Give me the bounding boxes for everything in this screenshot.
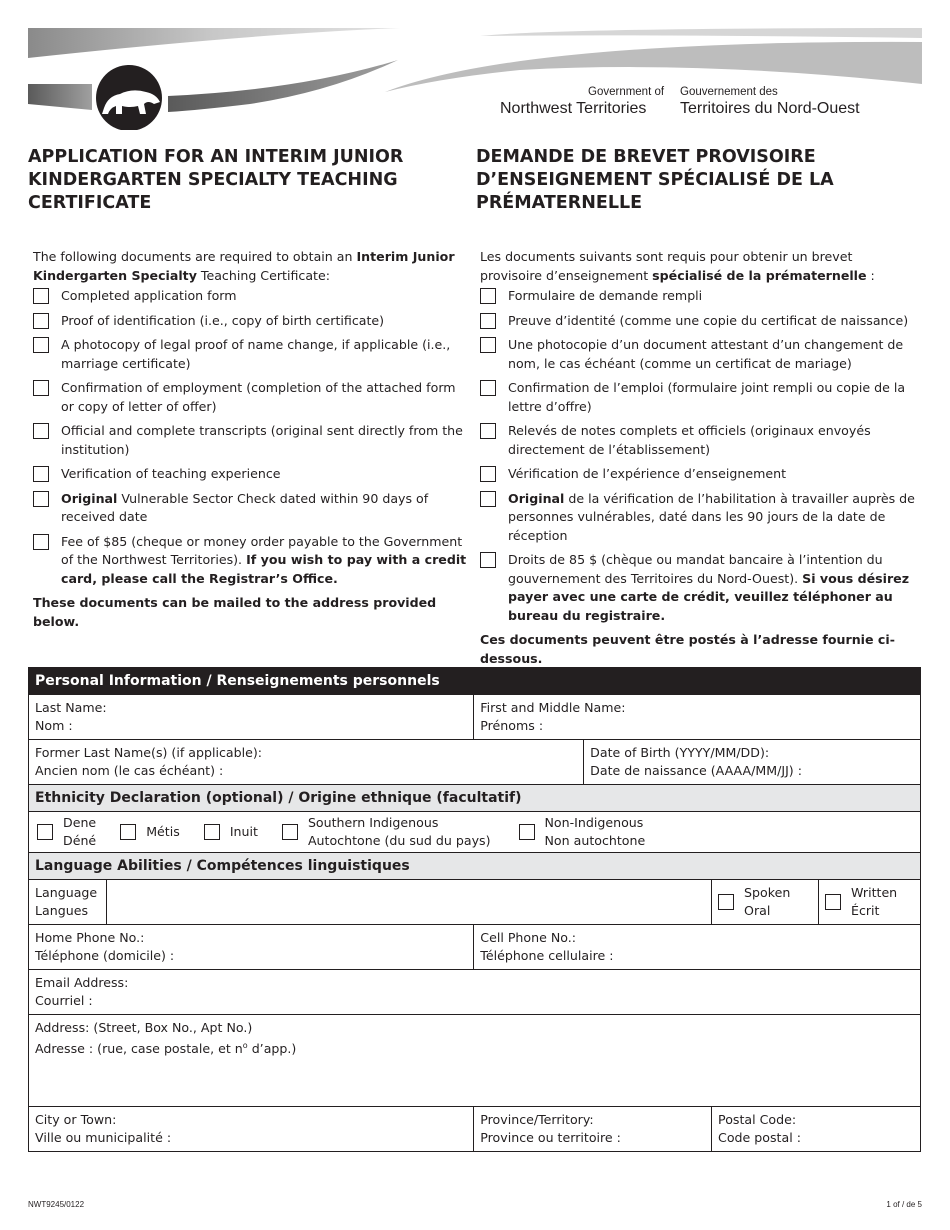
last-name-field[interactable] bbox=[29, 695, 474, 740]
list-item: Verification of teaching experience bbox=[28, 465, 468, 484]
checkbox[interactable] bbox=[33, 423, 49, 439]
banner-top-band bbox=[28, 28, 400, 58]
spoken-label-en: Spoken bbox=[744, 885, 791, 900]
address-label-fr: Adresse : (rue, case postale, et $n^o$ d’app.) bbox=[35, 1041, 297, 1057]
option-label-fr: Non autochtone bbox=[544, 833, 646, 848]
home-phone-label-en: Home Phone No.: bbox=[35, 930, 145, 945]
list-item: Vérification de l’expérience d’enseignement bbox=[475, 465, 915, 484]
written-label-en: Written bbox=[851, 885, 898, 900]
checkbox[interactable] bbox=[33, 337, 49, 353]
province-label-en: Province/Territory: bbox=[480, 1112, 594, 1127]
last-name-label-en: Last Name: bbox=[35, 700, 107, 715]
cell-phone-label-en: Cell Phone No.: bbox=[480, 930, 576, 945]
postal-code-field[interactable] bbox=[712, 1107, 921, 1152]
ethnicity-option-metis[interactable] bbox=[120, 823, 180, 841]
checkbox[interactable] bbox=[480, 313, 496, 329]
form-number: NWT9245/0122 bbox=[28, 1200, 85, 1209]
dob-field[interactable] bbox=[584, 740, 921, 785]
list-item: Fee of $85 (cheque or money order payable to the Government of the Northwest Territories). If you wish to pay with a credit card, please call the Registrar’s Office. bbox=[28, 533, 468, 589]
checkbox[interactable] bbox=[480, 552, 496, 568]
postal-label-en: Postal Code: bbox=[718, 1112, 797, 1127]
checkbox[interactable] bbox=[480, 337, 496, 353]
mail-note-fr: Ces documents peuvent être postés à l’adresse fournie ci-dessous. bbox=[480, 632, 895, 666]
checkbox[interactable] bbox=[204, 824, 220, 840]
option-label-en: Non-Indigenous bbox=[544, 815, 644, 830]
ethnicity-option-inuit[interactable] bbox=[204, 823, 258, 841]
checkbox[interactable] bbox=[120, 824, 136, 840]
gov-fr-big-wrap bbox=[680, 99, 860, 118]
cell-phone-label-fr: Téléphone cellulaire : bbox=[480, 948, 614, 963]
option-label-fr: Autochtone (du sud du pays) bbox=[307, 833, 491, 848]
checklist-en bbox=[28, 287, 468, 588]
gov-en-small: Government of bbox=[588, 86, 665, 98]
former-name-field[interactable] bbox=[29, 740, 584, 785]
option-label-en: Inuit bbox=[229, 824, 258, 839]
checklist-fr bbox=[475, 287, 915, 625]
polar-bear-logo bbox=[96, 65, 162, 130]
language-label-en: Language bbox=[35, 885, 98, 900]
list-item: Formulaire de demande rempli bbox=[475, 287, 915, 306]
ethnicity-option-dene[interactable] bbox=[37, 814, 96, 850]
requirements-lead-fr: Les documents suivants sont requis pour obtenir un brevet provisoire d’enseignement spécialisé de la prématernelle : bbox=[480, 249, 875, 283]
checkbox[interactable] bbox=[480, 288, 496, 304]
page-title-en: APPLICATION FOR AN INTERIM JUNIOR KINDERGARTEN SPECIALTY TEACHING CERTIFICATE bbox=[28, 147, 404, 213]
section-ethnicity: Ethnicity Declaration (optional) / Origine ethnique (facultatif) bbox=[29, 785, 921, 812]
ethnicity-options bbox=[29, 812, 921, 853]
postal-label-fr: Code postal : bbox=[718, 1130, 801, 1145]
list-item: Une photocopie d’un document attestant d’un changement de nom, le cas échéant (comme un certificat de mariage) bbox=[475, 336, 915, 373]
requirements-fr bbox=[475, 248, 915, 670]
written-label-fr: Écrit bbox=[851, 903, 880, 918]
list-item: Relevés de notes complets et officiels (originaux envoyés directement de l’établissement) bbox=[475, 422, 915, 459]
address-label-en: Address: (Street, Box No., Apt No.) bbox=[35, 1020, 253, 1035]
list-item: Original Vulnerable Sector Check dated within 90 days of received date bbox=[28, 490, 468, 527]
spoken-label-fr: Oral bbox=[744, 903, 771, 918]
gov-fr-small: Gouvernement des bbox=[680, 86, 778, 98]
city-field[interactable] bbox=[29, 1107, 474, 1152]
checkbox[interactable] bbox=[282, 824, 298, 840]
checkbox[interactable] bbox=[33, 466, 49, 482]
section-personal-info: Personal Information / Renseignements personnels bbox=[29, 668, 921, 695]
list-item: Confirmation of employment (completion of the attached form or copy of letter of offer) bbox=[28, 379, 468, 416]
province-label-fr: Province ou territoire : bbox=[480, 1130, 621, 1145]
former-name-label-fr: Ancien nom (le cas échéant) : bbox=[35, 763, 224, 778]
checkbox[interactable] bbox=[33, 380, 49, 396]
checkbox[interactable] bbox=[33, 313, 49, 329]
former-name-label-en: Former Last Name(s) (if applicable): bbox=[35, 745, 263, 760]
section-language: Language Abilities / Compétences linguistiques bbox=[29, 853, 921, 880]
list-item: Preuve d’identité (comme une copie du certificat de naissance) bbox=[475, 312, 915, 331]
language-label bbox=[29, 880, 107, 925]
written-option[interactable] bbox=[819, 880, 921, 925]
option-label-en: Dene bbox=[63, 815, 97, 830]
page-number: 1 of / de 5 bbox=[886, 1200, 922, 1209]
list-item: A photocopy of legal proof of name change, if applicable (i.e., marriage certificate) bbox=[28, 336, 468, 373]
list-item: Official and complete transcripts (original sent directly from the institution) bbox=[28, 422, 468, 459]
checkbox[interactable] bbox=[480, 491, 496, 507]
city-label-fr: Ville ou municipalité : bbox=[35, 1130, 172, 1145]
language-input[interactable] bbox=[106, 880, 711, 925]
first-name-label-fr: Prénoms : bbox=[480, 718, 544, 733]
gov-en-big: Northwest Territories bbox=[500, 100, 647, 117]
list-item: Original de la vérification de l’habilitation à travailler auprès de personnes vulnérables, daté dans les 90 jours de la date de réception bbox=[475, 490, 915, 546]
city-label-en: City or Town: bbox=[35, 1112, 117, 1127]
checkbox[interactable] bbox=[33, 491, 49, 507]
checkbox[interactable] bbox=[519, 824, 535, 840]
checkbox[interactable] bbox=[480, 466, 496, 482]
first-name-field[interactable] bbox=[474, 695, 921, 740]
email-field[interactable] bbox=[29, 970, 921, 1015]
ethnicity-option-non-indigenous[interactable] bbox=[519, 814, 646, 850]
dob-label-en: Date of Birth (YYYY/MM/DD): bbox=[590, 745, 770, 760]
list-item: Confirmation de l’emploi (formulaire joint rempli ou copie de la lettre d’offre) bbox=[475, 379, 915, 416]
gov-fr-big: Territoires du Nord-Ouest bbox=[680, 100, 860, 117]
requirements-en bbox=[28, 248, 468, 633]
requirements-lead-en: The following documents are required to obtain an Interim Junior Kindergarten Specialty Teaching Certificate: bbox=[33, 249, 455, 283]
list-item: Droits de 85 $ (chèque ou mandat bancaire à l’intention du gouvernement des Territoires du Nord-Ouest). Si vous désirez payer avec une carte de crédit, veuillez téléphoner au bureau du registraire. bbox=[475, 551, 915, 625]
language-label-fr: Langues bbox=[35, 903, 89, 918]
list-item: Completed application form bbox=[28, 287, 468, 306]
page-title-fr: DEMANDE DE BREVET PROVISOIRE D’ENSEIGNEMENT SPÉCIALISÉ DE LA PRÉMATERNELLE bbox=[476, 147, 834, 213]
list-item: Proof of identification (i.e., copy of birth certificate) bbox=[28, 312, 468, 331]
checkbox[interactable] bbox=[480, 380, 496, 396]
gov-en-big-wrap bbox=[500, 99, 646, 118]
home-phone-label-fr: Téléphone (domicile) : bbox=[35, 948, 175, 963]
checkbox[interactable] bbox=[825, 894, 841, 910]
option-label-en: Métis bbox=[146, 824, 180, 839]
dob-label-fr: Date de naissance (AAAA/MM/JJ) : bbox=[590, 763, 802, 778]
spoken-option[interactable] bbox=[712, 880, 819, 925]
email-label-fr: Courriel : bbox=[35, 993, 93, 1008]
province-field[interactable] bbox=[474, 1107, 712, 1152]
checkbox[interactable] bbox=[37, 824, 53, 840]
personal-info-form bbox=[28, 667, 921, 1152]
banner-mid-swoosh bbox=[168, 60, 398, 112]
gov-fr-wordmark bbox=[680, 86, 778, 99]
checkbox[interactable] bbox=[33, 288, 49, 304]
option-label-fr: Déné bbox=[63, 833, 97, 848]
checkbox[interactable] bbox=[480, 423, 496, 439]
banner-right-swoosh bbox=[385, 42, 922, 92]
home-phone-field[interactable] bbox=[29, 925, 474, 970]
gov-en-wordmark bbox=[588, 86, 664, 99]
last-name-label-fr: Nom : bbox=[35, 718, 73, 733]
cell-phone-field[interactable] bbox=[474, 925, 921, 970]
ethnicity-option-southern-indigenous[interactable] bbox=[282, 814, 491, 850]
email-label-en: Email Address: bbox=[35, 975, 129, 990]
banner-right-thin bbox=[480, 28, 922, 38]
banner-left-band bbox=[28, 84, 92, 110]
checkbox[interactable] bbox=[718, 894, 734, 910]
checkbox[interactable] bbox=[33, 534, 49, 550]
first-name-label-en: First and Middle Name: bbox=[480, 700, 626, 715]
address-field[interactable] bbox=[29, 1015, 921, 1107]
mail-note-en: These documents can be mailed to the address provided below. bbox=[33, 595, 437, 629]
option-label-en: Southern Indigenous bbox=[307, 815, 439, 830]
